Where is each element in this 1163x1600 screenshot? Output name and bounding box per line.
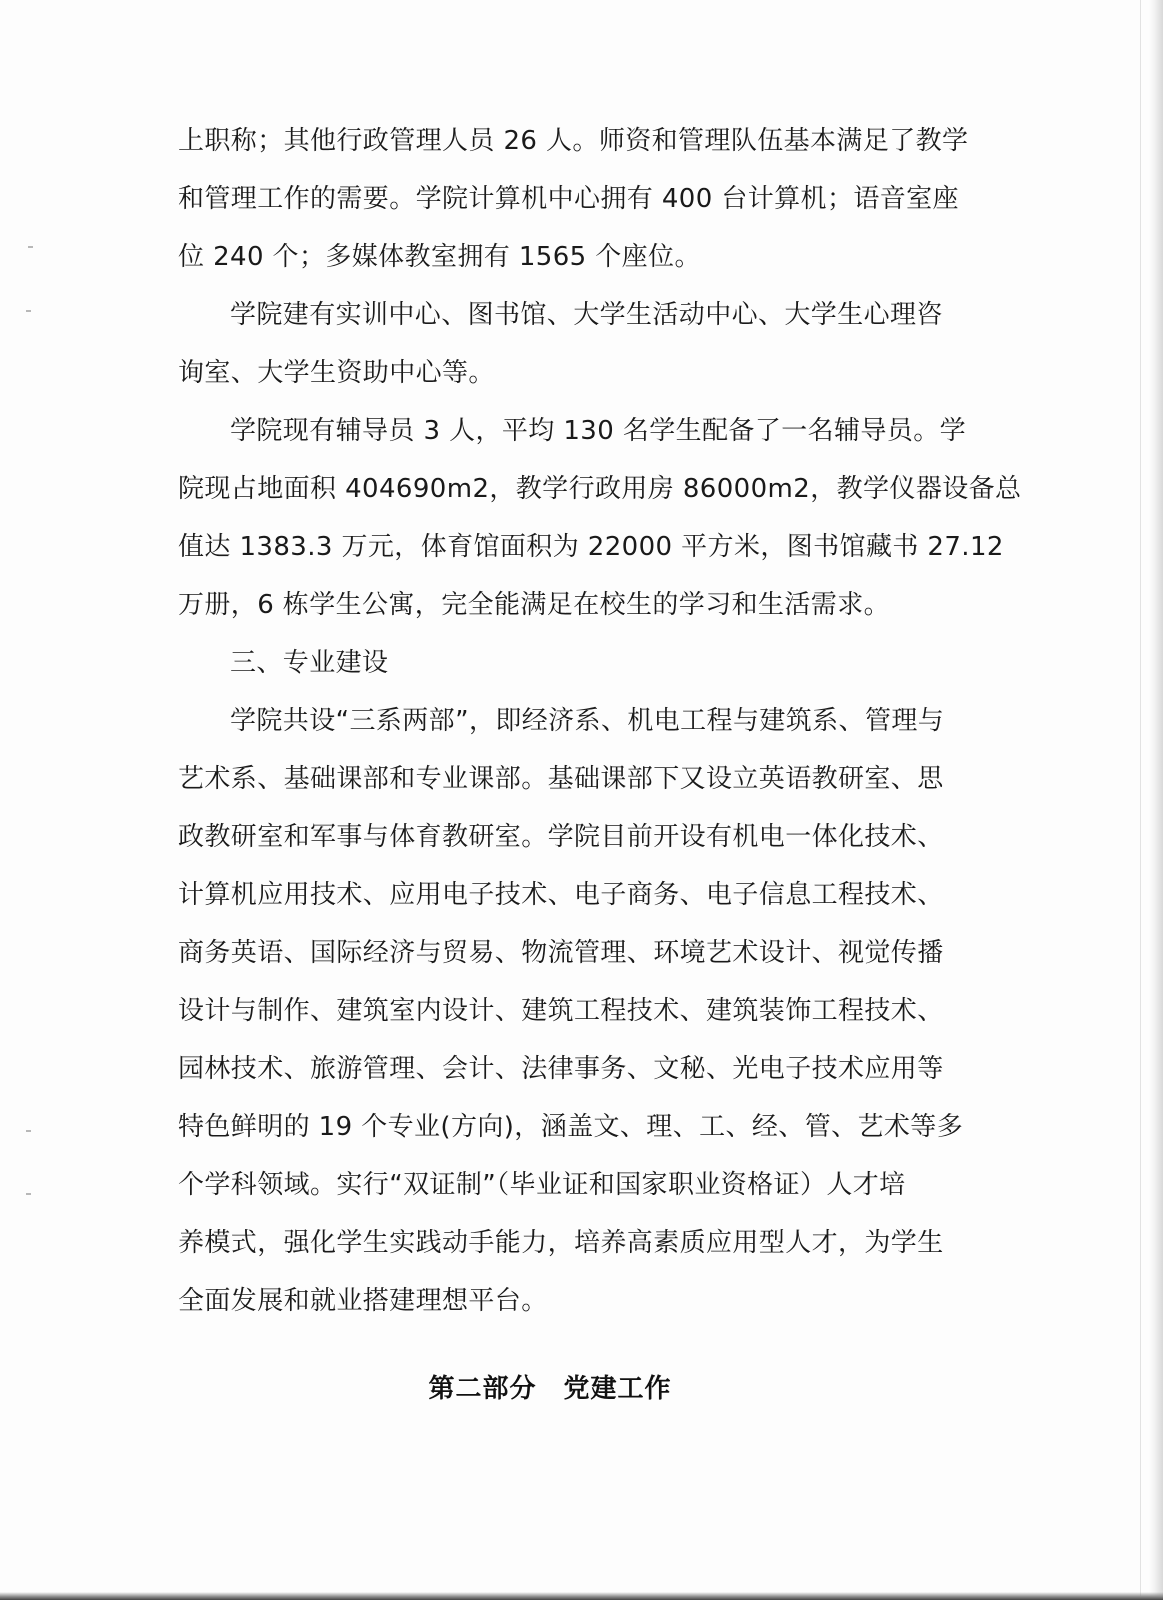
- text-line: 全面发展和就业搭建理想平台。: [178, 1286, 548, 1316]
- text-line: 学院建有实训中心、图书馆、大学生活动中心、大学生心理咨: [230, 300, 943, 330]
- text-line: 位 240 个；多媒体教室拥有 1565 个座位。: [178, 242, 701, 272]
- text-line: 特色鲜明的 19 个专业(方向)，涵盖文、理、工、经、管、艺术等多: [178, 1112, 964, 1142]
- scan-edge-line: [1140, 0, 1141, 1600]
- text-line: 询室、大学生资助中心等。: [178, 358, 495, 388]
- text-line: 设计与制作、建筑室内设计、建筑工程技术、建筑装饰工程技术、: [178, 996, 944, 1026]
- scan-speck: [26, 310, 31, 312]
- text-line: 艺术系、基础课部和专业课部。基础课部下又设立英语教研室、思: [178, 764, 944, 794]
- text-line: 计算机应用技术、应用电子技术、电子商务、电子信息工程技术、: [178, 880, 944, 910]
- scan-edge-right: [1149, 0, 1163, 1600]
- body-text: [178, 112, 1022, 1330]
- part-title: 第二部分 党建工作: [428, 1374, 672, 1404]
- scan-speck: [26, 1193, 31, 1195]
- section-heading: 三、专业建设: [230, 648, 389, 678]
- text-line: 值达 1383.3 万元，体育馆面积为 22000 平方米，图书馆藏书 27.12: [178, 532, 1004, 562]
- text-line: 政教研室和军事与体育教研室。学院目前开设有机电一体化技术、: [178, 822, 944, 852]
- scan-speck: [26, 1130, 31, 1132]
- text-line: 个学科领域。实行“双证制”（毕业证和国家职业资格证）人才培: [178, 1170, 906, 1200]
- scan-speck: [28, 246, 33, 248]
- text-line: 学院现有辅导员 3 人，平均 130 名学生配备了一名辅导员。学: [230, 416, 967, 446]
- text-line: 商务英语、国际经济与贸易、物流管理、环境艺术设计、视觉传播: [178, 938, 944, 968]
- text-line: 学院共设“三系两部”，即经济系、机电工程与建筑系、管理与: [230, 706, 945, 736]
- text-line: 院现占地面积 404690m2，教学行政用房 86000m2，教学仪器设备总: [178, 474, 1022, 504]
- text-line: 上职称；其他行政管理人员 26 人。师资和管理队伍基本满足了教学: [178, 126, 969, 156]
- text-line: 养模式，强化学生实践动手能力，培养高素质应用型人才，为学生: [178, 1228, 944, 1258]
- text-line: 和管理工作的需要。学院计算机中心拥有 400 台计算机；语音室座: [178, 184, 959, 214]
- text-line: 园林技术、旅游管理、会计、法律事务、文秘、光电子技术应用等: [178, 1054, 944, 1084]
- scan-edge-bottom: [0, 1592, 1163, 1600]
- text-line: 万册，6 栋学生公寓，完全能满足在校生的学习和生活需求。: [178, 590, 891, 620]
